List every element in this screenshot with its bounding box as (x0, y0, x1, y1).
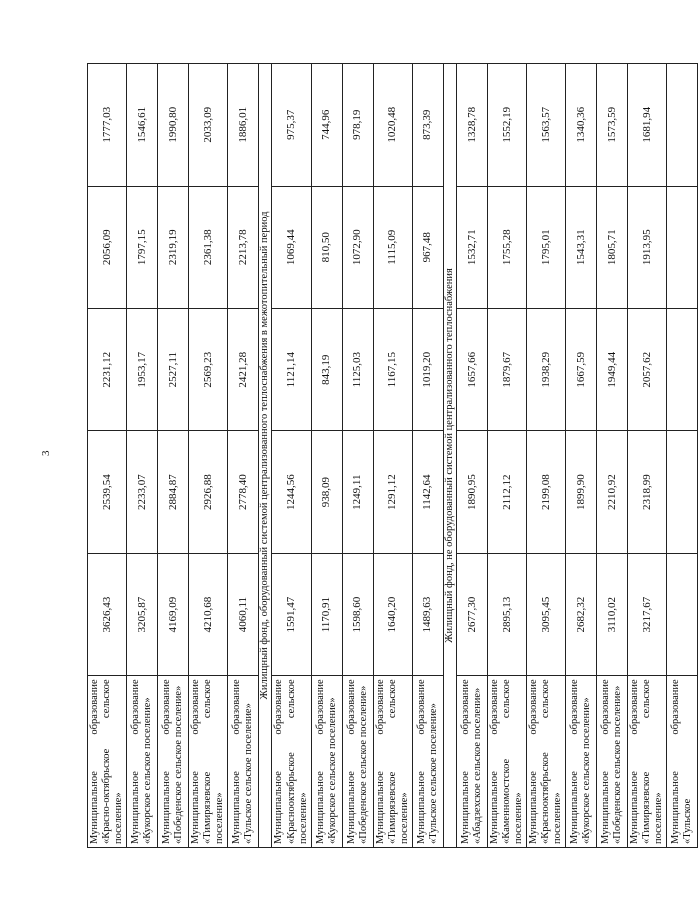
municipality-name-cell: Муниципальное образование «Тульское (667, 676, 698, 848)
value-cell: 1543,31 (566, 186, 597, 308)
municipality-name-cell: Муниципальное образование «Краснооктябрьское сельское поселение» (527, 676, 566, 848)
value-cell: 4169,09 (158, 553, 189, 675)
value-cell: 2884,87 (158, 431, 189, 553)
value-cell: 1797,15 (127, 186, 158, 308)
value-cell: 3110,02 (597, 553, 628, 675)
value-cell: 2361,38 (189, 186, 228, 308)
value-cell: 975,37 (272, 64, 311, 187)
value-cell: 1755,28 (487, 186, 526, 308)
value-cell: 2926,88 (189, 431, 228, 553)
value-cell: 1795,01 (527, 186, 566, 308)
value-cell (667, 308, 698, 430)
value-cell: 1598,60 (342, 553, 373, 675)
value-cell: 2213,78 (228, 186, 259, 308)
value-cell: 4210,68 (189, 553, 228, 675)
value-cell: 2112,12 (487, 431, 526, 553)
value-cell: 1949,44 (597, 308, 628, 430)
value-cell: 2318,99 (628, 431, 667, 553)
table-row (487, 64, 526, 848)
value-cell: 1244,56 (272, 431, 311, 553)
value-cell: 1913,95 (628, 186, 667, 308)
value-cell: 843,19 (311, 308, 342, 430)
value-cell: 1020,48 (373, 64, 412, 187)
value-cell: 2210,92 (597, 431, 628, 553)
value-cell: 873,39 (412, 64, 443, 187)
value-cell: 1563,57 (527, 64, 566, 187)
value-cell: 1552,19 (487, 64, 526, 187)
value-cell: 3626,43 (88, 553, 127, 675)
table-row (412, 64, 443, 848)
value-cell (667, 553, 698, 675)
value-cell: 2233,07 (127, 431, 158, 553)
table-row (667, 64, 698, 848)
value-cell: 1681,94 (628, 64, 667, 187)
value-cell: 1069,44 (272, 186, 311, 308)
table-row (527, 64, 566, 848)
value-cell: 1121,14 (272, 308, 311, 430)
value-cell: 1072,90 (342, 186, 373, 308)
value-cell: 1249,11 (342, 431, 373, 553)
municipality-name-cell: Муниципальное образование «Кукорское сельское поселение» (127, 676, 158, 848)
value-cell: 1990,80 (158, 64, 189, 187)
municipality-name-cell: Муниципальное образование «Победенское сельское поселение» (158, 676, 189, 848)
table-row (628, 64, 667, 848)
value-cell: 1640,20 (373, 553, 412, 675)
rotated-table-container (87, 63, 694, 848)
municipality-name-cell: Муниципальное образование «Тульское сельское поселение» (412, 676, 443, 848)
value-cell: 3217,67 (628, 553, 667, 675)
municipality-name-cell: Муниципальное образование «Абадзехское сельское поселение» (456, 676, 487, 848)
value-cell (667, 64, 698, 187)
value-cell: 1291,12 (373, 431, 412, 553)
value-cell: 1899,90 (566, 431, 597, 553)
value-cell: 3095,45 (527, 553, 566, 675)
value-cell: 2033,09 (189, 64, 228, 187)
table-row (597, 64, 628, 848)
value-cell: 1142,64 (412, 431, 443, 553)
value-cell: 967,48 (412, 186, 443, 308)
table-row (342, 64, 373, 848)
value-cell: 2682,32 (566, 553, 597, 675)
value-cell: 2569,23 (189, 308, 228, 430)
value-cell: 810,50 (311, 186, 342, 308)
value-cell: 1125,03 (342, 308, 373, 430)
table-row (373, 64, 412, 848)
value-cell: 1115,09 (373, 186, 412, 308)
municipality-name-cell: Муниципальное образование «Каменномостское сельское поселение» (487, 676, 526, 848)
value-cell: 1170,91 (311, 553, 342, 675)
page-number: 3 (40, 450, 52, 456)
section-header-row (443, 64, 456, 848)
municipality-name-cell: Муниципальное образование «Победенское сельское поселение» (342, 676, 373, 848)
value-cell: 938,09 (311, 431, 342, 553)
value-cell: 1777,03 (88, 64, 127, 187)
value-cell: 1886,01 (228, 64, 259, 187)
value-cell: 1489,63 (412, 553, 443, 675)
value-cell: 744,96 (311, 64, 342, 187)
municipality-name-cell: Муниципальное образование «Краснооктябрьское сельское поселение» (272, 676, 311, 848)
value-cell: 1591,47 (272, 553, 311, 675)
value-cell (667, 431, 698, 553)
municipality-name-cell: Муниципальное образование «Кукорское сельское поселение» (311, 676, 342, 848)
table-body (88, 64, 698, 848)
value-cell: 2421,28 (228, 308, 259, 430)
value-cell: 2057,62 (628, 308, 667, 430)
value-cell: 2231,12 (88, 308, 127, 430)
table-row (272, 64, 311, 848)
section-title: Жилищный фонд, оборудованный системой централизованного теплоснабжения в межотопительный период (259, 64, 272, 848)
table-row (189, 64, 228, 848)
value-cell: 1667,59 (566, 308, 597, 430)
value-cell: 1019,20 (412, 308, 443, 430)
municipality-name-cell: Муниципальное образование «Кукорское сельское поселение» (566, 676, 597, 848)
table-row (158, 64, 189, 848)
value-cell: 1657,66 (456, 308, 487, 430)
municipality-name-cell: Муниципальное образование «Красно-октябрьское сельское поселение» (88, 676, 127, 848)
section-title: Жилищный фонд, не оборудованный системой централизованного теплоснабжения (443, 64, 456, 848)
value-cell: 1879,67 (487, 308, 526, 430)
value-cell: 1890,95 (456, 431, 487, 553)
value-cell: 1805,71 (597, 186, 628, 308)
municipality-name-cell: Муниципальное образование «Тульское сельское поселение» (228, 676, 259, 848)
municipality-name-cell: Муниципальное образование «Победенское сельское поселение» (597, 676, 628, 848)
value-cell: 1328,78 (456, 64, 487, 187)
value-cell: 1938,29 (527, 308, 566, 430)
municipality-name-cell: Муниципальное образование «Тимирязевское сельское поселение» (373, 676, 412, 848)
value-cell: 1573,59 (597, 64, 628, 187)
municipality-name-cell: Муниципальное образование «Тимирязевское сельское поселение» (628, 676, 667, 848)
value-cell: 1340,36 (566, 64, 597, 187)
value-cell (667, 186, 698, 308)
municipality-name-cell: Муниципальное образование «Тимирязевское сельское поселение» (189, 676, 228, 848)
value-cell: 1167,15 (373, 308, 412, 430)
value-cell: 2527,11 (158, 308, 189, 430)
value-cell: 2199,08 (527, 431, 566, 553)
table-row (566, 64, 597, 848)
table-row (88, 64, 127, 848)
value-cell: 4060,11 (228, 553, 259, 675)
value-cell: 1532,71 (456, 186, 487, 308)
value-cell: 2677,30 (456, 553, 487, 675)
tariff-table (87, 63, 698, 848)
table-row (456, 64, 487, 848)
value-cell: 3205,87 (127, 553, 158, 675)
value-cell: 2056,09 (88, 186, 127, 308)
value-cell: 978,19 (342, 64, 373, 187)
value-cell: 2319,19 (158, 186, 189, 308)
value-cell: 2895,13 (487, 553, 526, 675)
table-row (127, 64, 158, 848)
value-cell: 2539,54 (88, 431, 127, 553)
section-header-row (259, 64, 272, 848)
value-cell: 2778,40 (228, 431, 259, 553)
value-cell: 1546,61 (127, 64, 158, 187)
table-row (311, 64, 342, 848)
value-cell: 1953,17 (127, 308, 158, 430)
table-row (228, 64, 259, 848)
